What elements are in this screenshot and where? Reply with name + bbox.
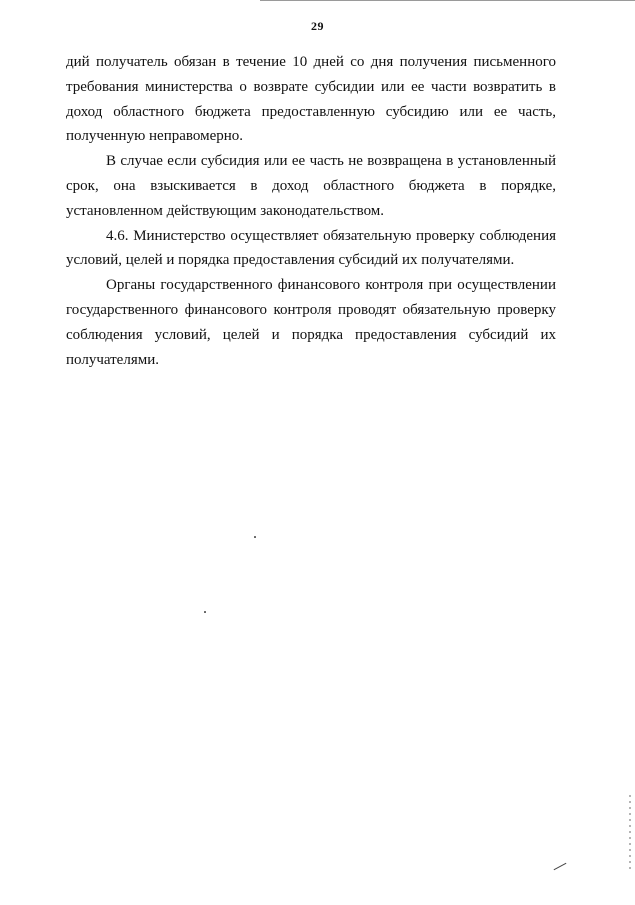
paragraph-ministry-audit: 4.6. Министерство осуществляет обязательную проверку соблюдения условий, целей и порядка предоставления субсидий их получателями.: [66, 227, 556, 269]
page-number: 29: [311, 19, 324, 33]
scan-margin-marks: [629, 795, 631, 870]
document-body: [66, 50, 556, 372]
scan-top-rule: [260, 0, 635, 1]
paragraph-state-control: Органы государственного финансового контроля при осуществлении государственного финансового контроля проводят обязательную проверку соблюдения условий, целей и порядка предоставления субсидий их получателями.: [66, 277, 556, 368]
paragraph-recovery: В случае если субсидия или ее часть не возвращена в установленный срок, она взыскивается в доход областного бюджета в порядке, установленном действующим законодательством.: [66, 153, 556, 219]
scan-corner-mark: [554, 863, 567, 870]
scan-speck: [254, 536, 256, 538]
paragraph-refund-obligation: дий получатель обязан в течение 10 дней со дня получения письменного требования министерства о возврате субсидии или ее части возвратить в доход областного бюджета предоставленную субсидию или ее часть, полученную неправомерно.: [66, 54, 556, 145]
scan-speck: [204, 611, 206, 613]
